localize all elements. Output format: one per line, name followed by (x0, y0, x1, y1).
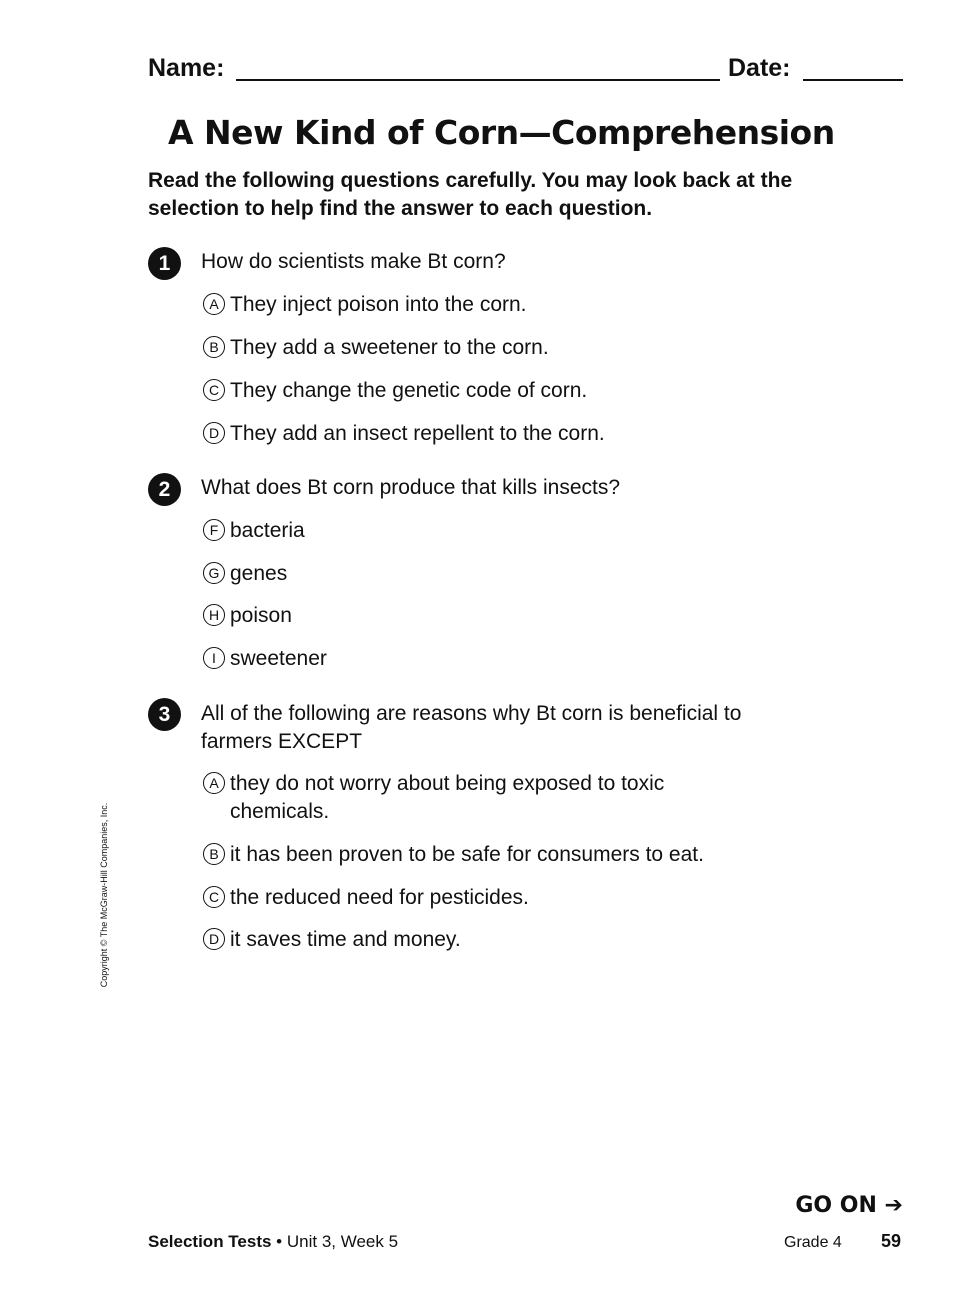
answer-bubble[interactable]: D (203, 422, 225, 444)
answer-text: They inject poison into the corn. (230, 293, 527, 316)
answer-bubble[interactable]: B (203, 336, 225, 358)
answer-bubble[interactable]: D (203, 928, 225, 950)
answer-bubble[interactable]: G (203, 562, 225, 584)
date-label: Date: (728, 54, 791, 82)
question-text: What does Bt corn produce that kills insects? (201, 476, 621, 499)
answer-text: they do not worry about being exposed to toxic chemicals. (230, 772, 665, 823)
footer-test-name: Selection Tests (148, 1232, 272, 1251)
question-text: All of the following are reasons why Bt corn is beneficial to farmers EXCEPT (201, 702, 742, 753)
footer-test-info (148, 1232, 398, 1252)
name-date-row (148, 52, 903, 84)
answer-text: They add a sweetener to the corn. (230, 336, 549, 359)
copyright-notice: Copyright © The McGraw-Hill Companies, Inc. (99, 802, 109, 988)
answer-text: They add an insect repellent to the corn. (230, 422, 605, 445)
page-title: A New Kind of Corn—Comprehension (168, 113, 835, 152)
answer-text: it saves time and money. (230, 928, 461, 951)
page-number: 59 (881, 1231, 902, 1251)
answer-bubble[interactable]: F (203, 519, 225, 541)
answer-text: bacteria (230, 519, 305, 542)
answer-bubble[interactable]: C (203, 379, 225, 401)
answer-text: sweetener (230, 647, 327, 670)
question-number: 3 (148, 698, 181, 731)
answer-bubble[interactable]: A (203, 293, 225, 315)
footer-grade: Grade 4 (784, 1234, 842, 1251)
footer-unit: Unit 3, Week 5 (286, 1232, 399, 1251)
footer-separator: • (271, 1232, 287, 1251)
answer-text: genes (230, 562, 288, 585)
answer-bubble[interactable]: B (203, 843, 225, 865)
answer-bubble[interactable]: I (203, 647, 225, 669)
instructions: Read the following questions carefully. You may look back at the selection to help find the answer to each question. (148, 169, 793, 220)
question-number: 2 (148, 473, 181, 506)
answer-text: poison (230, 604, 292, 627)
answer-text: the reduced need for pesticides. (230, 886, 529, 909)
date-field[interactable] (803, 79, 903, 81)
question-text: How do scientists make Bt corn? (201, 250, 506, 273)
answer-bubble[interactable]: C (203, 886, 225, 908)
name-label: Name: (148, 54, 225, 82)
name-field[interactable] (236, 79, 720, 81)
question-number: 1 (148, 247, 181, 280)
answer-bubble[interactable]: A (203, 772, 225, 794)
answer-text: it has been proven to be safe for consumers to eat. (230, 843, 704, 866)
go-on-label: GO ON ➔ (795, 1193, 903, 1218)
answer-text: They change the genetic code of corn. (230, 379, 588, 402)
answer-bubble[interactable]: H (203, 604, 225, 626)
